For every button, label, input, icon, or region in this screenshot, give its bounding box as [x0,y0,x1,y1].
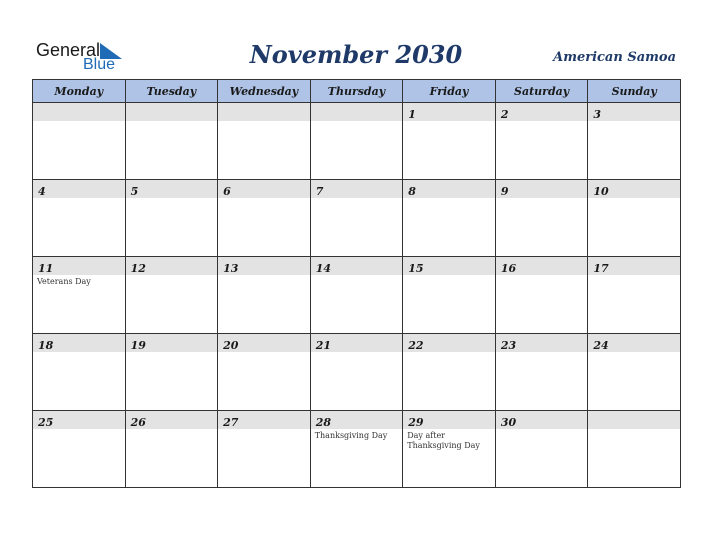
weekday-header: Saturday [495,80,588,103]
day-number: 21 [315,339,331,352]
day-number [126,108,131,121]
day-cell [310,411,403,488]
week-row [33,180,681,257]
day-number: 5 [130,185,139,198]
holiday-label [311,275,403,277]
holiday-label [218,275,310,277]
holiday-label [33,429,125,431]
day-number: 7 [315,185,324,198]
day-number: 2 [500,108,509,121]
day-cell [125,103,218,180]
calendar-title: November 2030 [249,40,463,69]
holiday-label [126,352,218,354]
day-number: 26 [130,416,146,429]
day-number: 30 [500,416,517,429]
holiday-label [126,429,218,431]
day-cell [310,180,403,257]
holiday-label [403,198,495,200]
day-cell [125,411,218,488]
weekday-header: Wednesday [218,80,311,103]
day-cell [403,411,496,488]
holiday-label [496,352,588,354]
day-number [33,108,38,121]
day-number: 4 [38,185,46,198]
day-cell [495,180,588,257]
day-cell [403,257,496,334]
day-number: 20 [223,339,239,352]
day-number: 16 [500,262,517,275]
day-cell [33,257,126,334]
weekday-header: Thursday [310,80,403,103]
day-cell [403,180,496,257]
day-number: 22 [408,339,424,352]
holiday-label [218,121,310,123]
weekday-header-row [33,80,681,103]
day-number [311,108,316,121]
holiday-label [588,352,680,354]
holiday-label [218,429,310,431]
weekday-header: Monday [33,80,126,103]
day-cell [310,103,403,180]
holiday-label [126,198,218,200]
day-number: 17 [593,262,609,275]
holiday-label [496,121,588,123]
holiday-label [126,275,218,277]
day-number: 28 [315,416,331,429]
holiday-label [311,198,403,200]
week-row [33,103,681,180]
day-number: 8 [408,185,416,198]
holiday-label [588,198,680,200]
logo-text-general: General [36,40,101,60]
day-cell [588,103,681,180]
week-row [33,411,681,488]
day-cell [588,334,681,411]
holiday-label [588,121,680,123]
holiday-label [33,352,125,354]
day-number [588,416,593,429]
holiday-label [588,429,680,431]
holiday-label [588,275,680,277]
day-number: 14 [315,262,331,275]
day-number: 15 [408,262,424,275]
holiday-label [218,352,310,354]
day-number: 27 [223,416,239,429]
day-cell [33,411,126,488]
day-cell [218,103,311,180]
day-number: 12 [130,262,146,275]
day-cell [588,180,681,257]
day-cell [495,103,588,180]
day-cell [495,411,588,488]
day-cell [218,257,311,334]
week-row [33,334,681,411]
holiday-label [126,121,218,123]
day-cell [33,180,126,257]
day-number: 11 [38,262,54,275]
day-cell [218,180,311,257]
week-row [33,257,681,334]
day-cell [403,334,496,411]
holiday-label [403,352,495,354]
calendar-grid [32,79,681,488]
day-cell [310,334,403,411]
day-cell [125,180,218,257]
day-cell [588,411,681,488]
day-number: 1 [408,108,416,121]
day-number: 19 [130,339,146,352]
day-number: 23 [500,339,517,352]
holiday-label [33,198,125,200]
holiday-label [496,429,588,431]
weekday-header: Sunday [588,80,681,103]
holiday-label [218,198,310,200]
day-number: 25 [38,416,54,429]
weekday-header: Tuesday [125,80,218,103]
day-cell [310,257,403,334]
holiday-label: Veterans Day [37,277,91,286]
day-number: 18 [38,339,54,352]
day-cell [218,411,311,488]
day-number [218,108,223,121]
holiday-label [311,352,403,354]
holiday-label [311,121,403,123]
day-cell [125,334,218,411]
holiday-label [403,121,495,123]
day-cell [495,257,588,334]
region-name: American Samoa [553,50,676,65]
day-cell [125,257,218,334]
day-number: 9 [500,185,509,198]
day-number: 10 [593,185,609,198]
logo-text-blue: Blue [83,56,116,73]
day-number: 6 [223,185,231,198]
day-cell [588,257,681,334]
holiday-label [496,198,588,200]
holiday-label: Day after Thanksgiving Day [407,431,480,450]
day-cell [495,334,588,411]
day-number: 29 [408,416,424,429]
holiday-label [33,121,125,123]
holiday-label [496,275,588,277]
day-cell [33,334,126,411]
day-number: 3 [593,108,602,121]
day-number: 24 [593,339,609,352]
holiday-label [403,275,495,277]
day-number: 13 [223,262,239,275]
day-cell [218,334,311,411]
holiday-label: Thanksgiving Day [314,431,388,440]
day-cell [33,103,126,180]
weekday-header: Friday [403,80,496,103]
day-cell [403,103,496,180]
